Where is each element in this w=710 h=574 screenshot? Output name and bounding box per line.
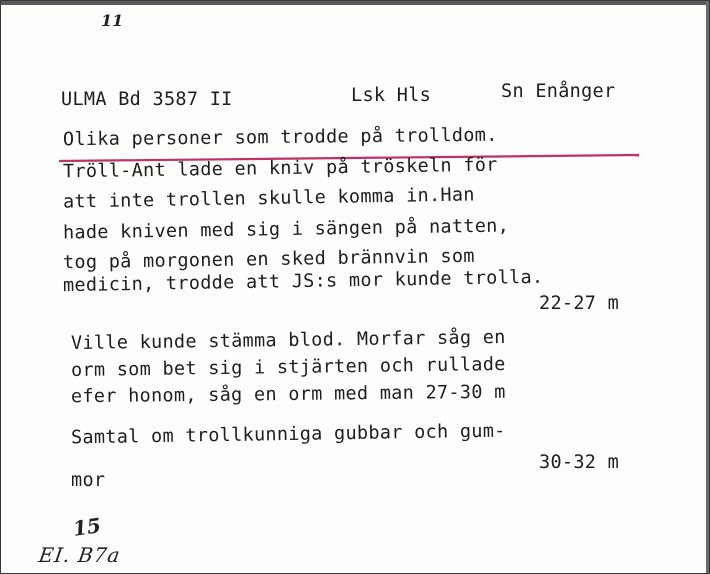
body-line-7: orm som bet sig i stjärten och rullade (70, 353, 506, 382)
pen-mark: 11 (101, 11, 124, 30)
parish-name: Sn Enånger (501, 81, 616, 102)
body-line-4: tog på morgonen en sked brännvin som (62, 245, 475, 274)
archive-reference: ULMA Bd 3587 II (61, 89, 233, 110)
page-reference-1: 22-27 m (539, 293, 620, 314)
body-line-9: Samtal om trollkunniga gubbar och gum- (70, 420, 506, 449)
body-line-10: mor (71, 470, 106, 491)
body-line-5: medicin, trodde att JS:s mor kunde trolla. (62, 266, 544, 297)
body-line-2: att inte trollen skulle komma in.Han (62, 184, 475, 213)
body-line-3: hade kniven med sig i sängen på natten, (62, 215, 510, 244)
region-code: Lsk Hls (351, 85, 432, 106)
body-line-8: efer honom, såg en orm med man 27-30 m (70, 381, 506, 408)
page-reference-2: 30-32 m (539, 452, 620, 473)
card-title: Olika personer som trodde på trolldom. (62, 124, 498, 151)
body-line-1: Tröll-Ant lade en kniv på tröskeln för (62, 154, 498, 183)
body-line-6: Ville kunde stämma blod. Morfar såg en (70, 326, 506, 355)
handwritten-archive-code: EI. B7a (37, 543, 123, 567)
handwritten-page-number: 15 (71, 513, 103, 541)
